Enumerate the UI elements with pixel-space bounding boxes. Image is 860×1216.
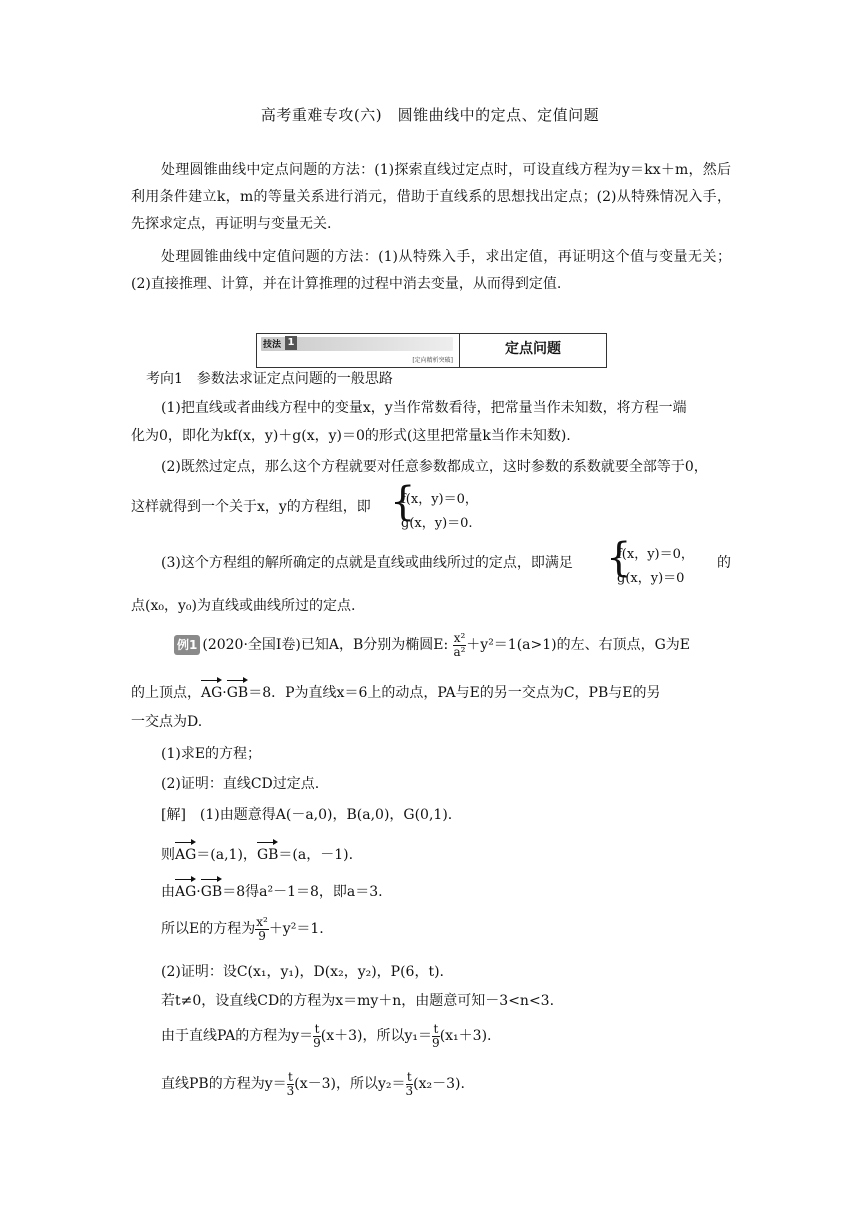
- step-3-line-a: (3)这个方程组的解所确定的点就是直线或曲线所过的定点，即满足: [161, 555, 573, 571]
- step-3-line-b: 点(x₀，y₀)为直线或曲线所过的定点.: [131, 598, 356, 614]
- solution-line-8: [161, 1071, 465, 1097]
- vector-ag: AG: [175, 847, 197, 863]
- fraction-denominator: 3: [286, 1083, 295, 1098]
- dot-operator: ·: [196, 884, 201, 900]
- step-2-line-b: 这样就得到一个关于x，y的方程组，即: [131, 499, 371, 515]
- solution-l7-b: (x＋3)，所以y₁＝: [320, 1028, 433, 1045]
- step-1-line-b: 化为0，即化为kf(x，y)＋g(x，y)＝0的形式(这里把常量k当作未知数).: [131, 428, 571, 444]
- pa-slope-fraction: [313, 1023, 321, 1049]
- solution-l8-c: (x₂－3).: [413, 1076, 465, 1093]
- fraction-denominator: 9: [258, 928, 266, 943]
- step-3-tail: 的: [717, 555, 731, 571]
- solution-l4-a: 所以E的方程为: [161, 921, 256, 938]
- banner-heading: 定点问题: [505, 341, 561, 357]
- fraction-numerator: t: [433, 1022, 439, 1036]
- section-banner: [256, 333, 607, 368]
- example-text-a: 已知A，B分别为椭圆E:: [300, 637, 449, 654]
- fraction-numerator: t: [288, 1070, 293, 1084]
- solution-l7-c: (x₁＋3).: [439, 1028, 492, 1045]
- solution-l4-b: ＋y²＝1.: [268, 921, 324, 938]
- solution-line-7: [161, 1023, 491, 1049]
- page-title: 高考重难专攻(六) 圆锥曲线中的定点、定值问题: [260, 106, 600, 124]
- system-eq-4: g(x，y)＝0: [617, 571, 685, 586]
- question-1: (1)求E的方程；: [161, 746, 262, 762]
- vector-gb: GB: [200, 884, 223, 900]
- banner-technique-label: [257, 334, 460, 367]
- system-eq-3: f(x，y)＝0，: [617, 547, 694, 562]
- vector-ag: AG: [175, 884, 197, 900]
- example-text-b: ＋y²＝1(a>1)的左、右顶点，G为E: [466, 637, 691, 654]
- solution-l8-b: (x－3)，所以y₂＝: [294, 1076, 406, 1093]
- banner-number: 1: [285, 336, 297, 350]
- y1-fraction: [432, 1023, 440, 1049]
- system-eq-1: f(x，y)＝0，: [401, 492, 478, 507]
- fraction-denominator: 9: [313, 1035, 321, 1050]
- fraction-numerator: x²: [453, 631, 466, 645]
- fraction-denominator: 3: [405, 1083, 414, 1098]
- example-line-3: 一交点为D.: [131, 714, 203, 730]
- system-brace: {: [390, 479, 416, 525]
- solution-l8-a: 直线PB的方程为y＝: [161, 1076, 287, 1093]
- intro-paragraph-fixed-point: 处理圆锥曲线中定点问题的方法：(1)探索直线过定点时，可设直线方程为y＝kx＋m，然后利用条件建立k，m的等量关系进行消元，借助于直线系的思想找出定点；(2)从特殊情况入手，先探求定点，再证明与变量无关.: [131, 162, 731, 232]
- example-line-2-b: ＝8．P为直线x＝6上的动点，PA与E的另一交点为C，PB与E的另: [248, 685, 661, 701]
- solution-l3-b: ＝8得a²－1＝8，即a＝3.: [222, 884, 383, 900]
- dot-operator: ·: [222, 685, 227, 701]
- question-2: (2)证明：直线CD过定点.: [161, 776, 320, 792]
- example-badge: 例1: [174, 635, 200, 655]
- vector-gb: GB: [226, 685, 249, 701]
- banner-subtitle: [定向精析突破]: [412, 357, 453, 364]
- e-equation-fraction: [255, 916, 269, 942]
- solution-l2-c: ＝(a，－1).: [278, 847, 354, 863]
- solution-line-3: [161, 882, 383, 902]
- fraction-numerator: t: [406, 1070, 412, 1084]
- kaoxiang-heading: 考向1 参数法求证定点问题的一般思路: [146, 371, 393, 387]
- example-line-2-a: 的上顶点，: [131, 685, 201, 701]
- intro-paragraph-fixed-value: 处理圆锥曲线中定值问题的方法：(1)从特殊入手，求出定值，再证明这个值与变量无关；(2)直接推理、计算，并在计算推理的过程中消去变量，从而得到定值.: [131, 249, 731, 292]
- vector-ag: AG: [201, 685, 223, 701]
- example-line-1: [174, 632, 690, 658]
- fraction-numerator: x²: [256, 915, 268, 929]
- fraction-denominator: a²: [453, 644, 466, 659]
- system-eq-2: g(x，y)＝0.: [401, 516, 473, 531]
- y2-fraction: [406, 1071, 414, 1097]
- fraction-denominator: 9: [432, 1035, 440, 1050]
- step-2-line-a: (2)既然过定点，那么这个方程就要对任意参数都成立，这时参数的系数就要全部等于0，: [161, 459, 708, 475]
- system-brace-2: {: [606, 535, 632, 581]
- example-source: (2020·全国Ⅰ卷): [202, 637, 301, 654]
- solution-line-2: [161, 845, 353, 865]
- solution-l2-a: 则: [161, 847, 175, 863]
- step-1-line-a: (1)把直线或者曲线方程中的变量x，y当作常数看待，把常量当作未知数，将方程一端: [161, 400, 687, 416]
- example-line-2: [131, 683, 660, 703]
- solution-l2-b: ＝(a,1)，: [196, 847, 257, 863]
- solution-l3-a: 由: [161, 884, 175, 900]
- solution-l7-a: 由于直线PA的方程为y＝: [161, 1028, 314, 1045]
- solution-line-5: (2)证明：设C(x₁，y₁)，D(x₂，y₂)，P(6，t).: [161, 964, 445, 980]
- banner-tag: 技法: [263, 340, 282, 350]
- fraction-numerator: t: [314, 1022, 320, 1036]
- vector-gb: GB: [256, 847, 279, 863]
- solution-line-6: 若t≠0，设直线CD的方程为x＝my＋n，由题意可知－3<n<3.: [161, 993, 555, 1009]
- solution-line-1: [解] (1)由题意得A(－a,0)，B(a,0)，G(0,1).: [161, 807, 453, 823]
- ellipse-fraction: [453, 632, 467, 658]
- solution-line-4: [161, 916, 324, 942]
